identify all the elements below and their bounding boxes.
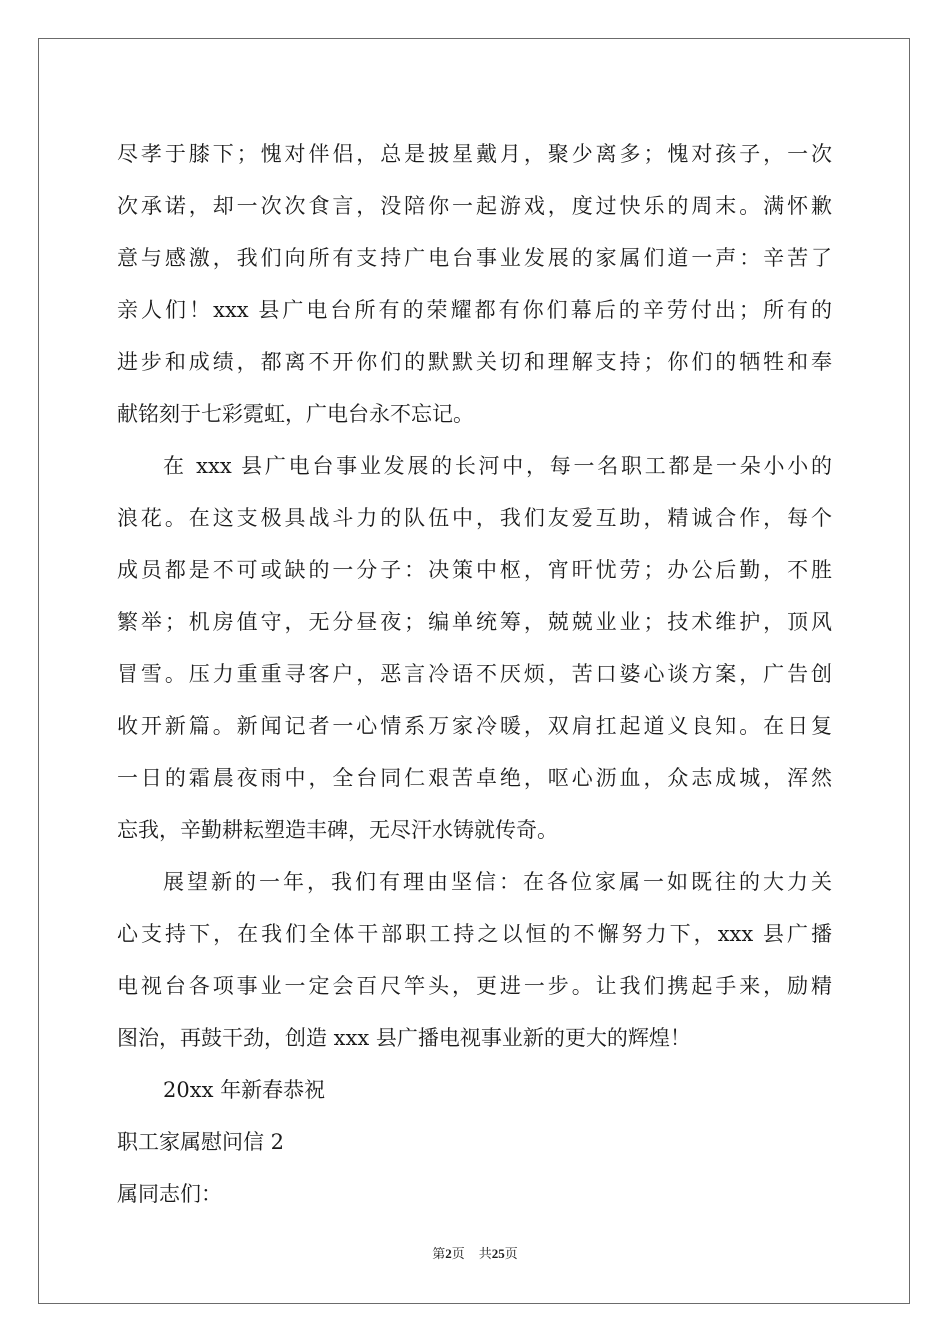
text-line: 进步和成绩，都离不开你们的默默关切和理解支持；你们的牺牲和奉 [117, 350, 832, 374]
page-number: 2 [445, 1246, 452, 1261]
text-line: 收开新篇。新闻记者一心情系万家冷暖，双肩扛起道义良知。在日复 [117, 714, 832, 738]
total-pages: 25 [491, 1246, 505, 1261]
text-line: 成员都是不可或缺的一分子：决策中枢，宵旰忧劳；办公后勤，不胜 [117, 558, 832, 582]
text-line: 意与感激，我们向所有支持广电台事业发展的家属们道一声：辛苦了 [117, 246, 832, 270]
text-line: 浪花。在这支极具战斗力的队伍中，我们友爱互助，精诚合作，每个 [117, 506, 832, 530]
text-line: 心支持下，在我们全体干部职工持之以恒的不懈努力下，xxx 县广播 [117, 922, 832, 946]
paragraph-first-line: 展望新的一年，我们有理由坚信：在各位家属一如既往的大力关 [163, 870, 832, 894]
salutation: 属同志们： [117, 1182, 222, 1206]
page-footer [0, 1245, 950, 1264]
text-line: 电视台各项事业一定会百尺竿头，更进一步。让我们携起手来，励精 [117, 974, 832, 998]
page-suffix: 页 [451, 1247, 465, 1262]
total-prefix: 共 [478, 1247, 492, 1262]
paragraph-first-line: 在 xxx 县广电台事业发展的长河中，每一名职工都是一朵小小的 [163, 454, 832, 478]
section-title: 职工家属慰问信 2 [117, 1130, 285, 1154]
text-line: 亲人们！xxx 县广电台所有的荣耀都有你们幕后的辛劳付出；所有的 [117, 298, 832, 322]
text-line: 一日的霜晨夜雨中，全台同仁艰苦卓绝，呕心沥血，众志成城，浑然 [117, 766, 832, 790]
text-line: 繁举；机房值守，无分昼夜；编单统筹，兢兢业业；技术维护，顶风 [117, 610, 832, 634]
text-line: 献铭刻于七彩霓虹，广电台永不忘记。 [117, 402, 474, 426]
text-line: 尽孝于膝下；愧对伴侣，总是披星戴月，聚少离多；愧对孩子，一次 [117, 142, 832, 166]
text-line: 图治，再鼓干劲，创造 xxx 县广播电视事业新的更大的辉煌！ [117, 1026, 691, 1050]
text-line: 冒雪。压力重重寻客户，恶言冷语不厌烦，苦口婆心谈方案，广告创 [117, 662, 832, 686]
text-line: 次承诺，却一次次食言，没陪你一起游戏，度过快乐的周末。满怀歉 [117, 194, 832, 218]
page-prefix: 第 [432, 1247, 446, 1262]
total-suffix: 页 [504, 1247, 518, 1262]
text-line: 忘我，辛勤耕耘塑造丰碑，无尽汗水铸就传奇。 [117, 818, 558, 842]
document-body [117, 128, 832, 1220]
greeting-line: 20xx 年新春恭祝 [163, 1078, 326, 1102]
